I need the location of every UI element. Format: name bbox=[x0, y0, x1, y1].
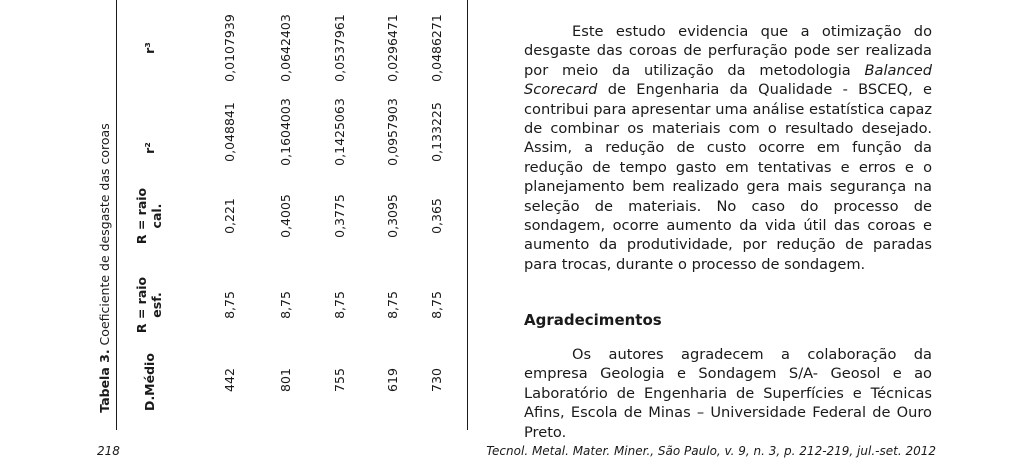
cell-r3-row1: 0,0107939 bbox=[222, 14, 237, 82]
cell-d-row3: 755 bbox=[332, 368, 347, 392]
header-r2: r² bbox=[142, 142, 157, 154]
cell-r2-row1: 0,048841 bbox=[222, 102, 237, 162]
cell-resf-row1: 8,75 bbox=[222, 291, 237, 319]
balanced-scorecard-term: Balanced Scorecard bbox=[524, 61, 932, 99]
cell-rcal-row5: 0,365 bbox=[429, 198, 444, 234]
cell-resf-row4: 8,75 bbox=[385, 291, 400, 319]
cell-r3-row2: 0,0642403 bbox=[278, 14, 293, 82]
acknowledgements-paragraph: Os autores agradecem a colaboração da empresa Geologia e Sondagem S/A- Geosol e ao Laboratório de Engenharia de Superfícies e Técnicas Afins, Escola de Minas – Universidade Federal de Ouro Preto. bbox=[524, 346, 932, 441]
cell-resf-row2: 8,75 bbox=[278, 291, 293, 319]
cell-d-row4: 619 bbox=[385, 368, 400, 392]
cell-r2-row2: 0,1604003 bbox=[278, 98, 293, 166]
cell-r3-row3: 0,0537961 bbox=[332, 14, 347, 82]
table-caption-label: Tabela 3. bbox=[97, 349, 112, 413]
section-heading-agradecimentos: Agradecimentos bbox=[524, 311, 662, 329]
cell-rcal-row2: 0,4005 bbox=[278, 194, 293, 238]
conclusion-paragraph: Este estudo evidencia que a otimização do desgaste das coroas de perfuração pode ser realizada por meio da utilização da metodologia Balanced Scorecard de Engenharia da Qualidade - BSCEQ, e contribui para apresentar uma análise estatística capaz de combinar os materiais com o resultado desejado. Assim, a redução de custo ocorre em função da redução de tempo gasto em tentativas e erros e o planejamento bem realizado gera mais segurança na seleção de materiais. No caso do processo de sondagem, ocorre aumento da vida útil das coroas e aumento da produtividade, por redução de paradas para trocas, durante o processo de sondagem. bbox=[524, 23, 932, 273]
header-r3: r³ bbox=[142, 42, 157, 54]
page-number: 218 bbox=[97, 444, 120, 458]
cell-r2-row5: 0,133225 bbox=[429, 102, 444, 162]
header-r-esf: R = raio esf. bbox=[134, 276, 164, 334]
cell-r3-row4: 0,0296471 bbox=[385, 14, 400, 82]
cell-resf-row3: 8,75 bbox=[332, 291, 347, 319]
table-rule-bottom bbox=[467, 0, 468, 430]
cell-r2-row3: 0,1425063 bbox=[332, 98, 347, 166]
cell-r2-row4: 0,0957903 bbox=[385, 98, 400, 166]
table-caption-text: Coeficiente de desgaste das coroas bbox=[97, 123, 112, 346]
cell-rcal-row3: 0,3775 bbox=[332, 194, 347, 238]
cell-d-row2: 801 bbox=[278, 368, 293, 392]
cell-resf-row5: 8,75 bbox=[429, 291, 444, 319]
header-d-medio: D.Médio bbox=[142, 353, 157, 411]
table-rule-top bbox=[116, 0, 117, 430]
cell-r3-row5: 0,0486271 bbox=[429, 14, 444, 82]
cell-rcal-row1: 0,221 bbox=[222, 198, 237, 234]
cell-d-row5: 730 bbox=[429, 368, 444, 392]
table-caption bbox=[97, 123, 113, 413]
journal-citation: Tecnol. Metal. Mater. Miner., São Paulo, v. 9, n. 3, p. 212-219, jul.-set. 2012 bbox=[486, 444, 936, 458]
cell-d-row1: 442 bbox=[222, 368, 237, 392]
header-r-cal: R = raio cal. bbox=[134, 187, 164, 245]
cell-rcal-row4: 0,3095 bbox=[385, 194, 400, 238]
